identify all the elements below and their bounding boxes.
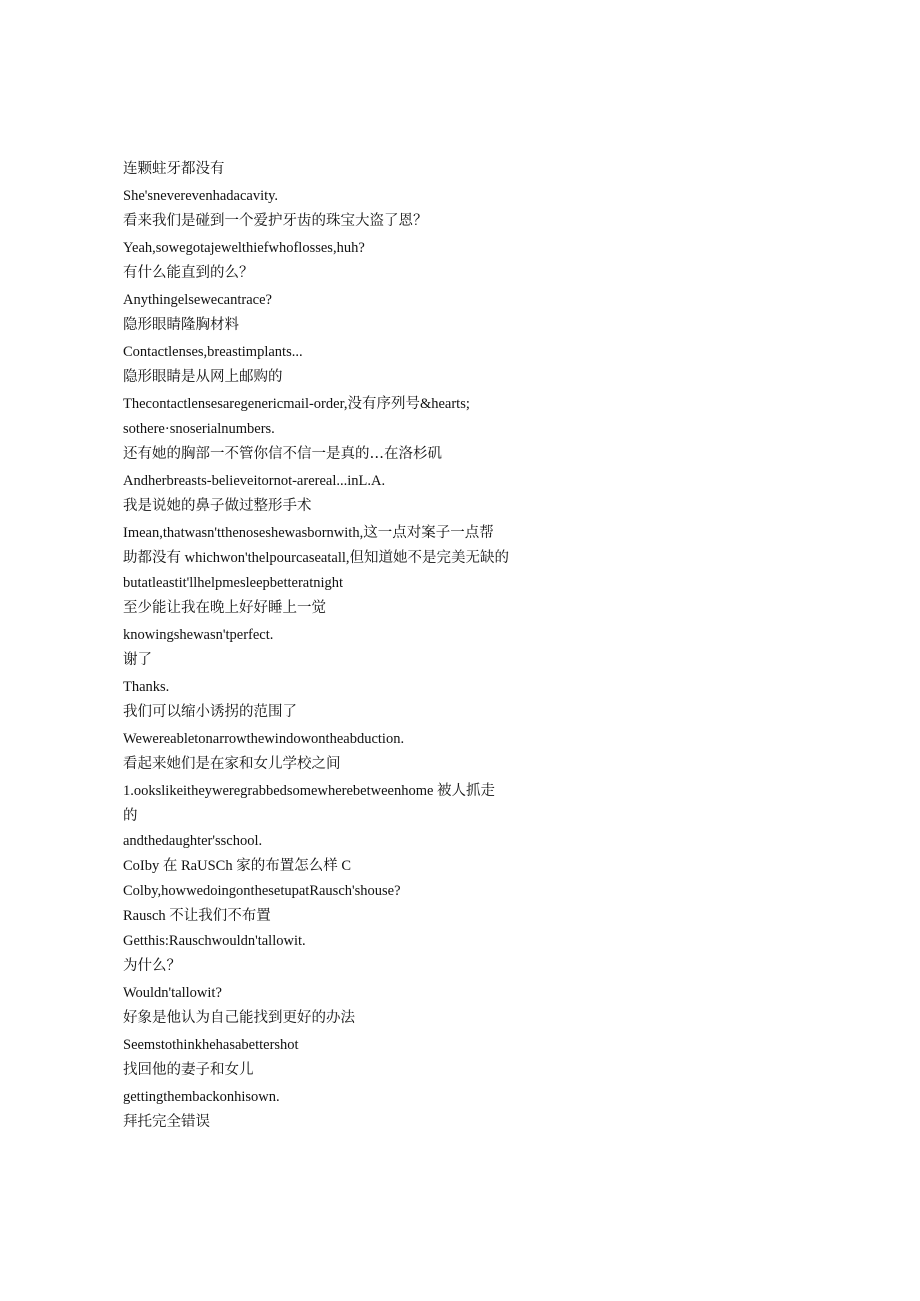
text-line: Getthis:Rauschwouldn'tallowit. xyxy=(123,933,306,949)
text-line: 拜托完全错误 xyxy=(123,1114,210,1130)
text-line: gettingthembackonhisown. xyxy=(123,1089,280,1105)
text-line: Rausch 不让我们不布置 xyxy=(123,908,271,924)
text-line: andthedaughter'sschool. xyxy=(123,833,263,849)
text-line: Imean,thatwasn'tthenoseshewasbornwith,这一点对案子一点帮 xyxy=(123,525,494,541)
text-line: 至少能让我在晚上好好睡上一觉 xyxy=(123,600,326,616)
text-line: 有什么能直到的么？ xyxy=(123,265,254,281)
text-line: Thecontactlensesaregenericmail-order,没有序列号&hearts; xyxy=(123,396,470,412)
text-line: Anythingelsewecantrace? xyxy=(123,292,272,308)
text-line: 找回他的妻子和女儿 xyxy=(123,1062,254,1078)
text-line: 的 xyxy=(123,808,138,824)
text-line: She'sneverevenhadacavity. xyxy=(123,188,279,204)
text-line: Contactlenses,breastimplants... xyxy=(123,344,303,360)
text-line: 1.ookslikeitheyweregrabbedsomewherebetweenhome 被人抓走 xyxy=(123,783,496,799)
text-line: 为什么？ xyxy=(123,958,181,974)
text-line: 还有她的胸部一不管你信不信一是真的…在洛杉矶 xyxy=(123,446,442,462)
text-line: Wouldn'tallowit? xyxy=(123,985,222,1001)
text-line: 看来我们是碰到一个爱护牙齿的珠宝大盗了恩？ xyxy=(123,213,428,229)
text-line: 好象是他认为自己能找到更好的办法 xyxy=(123,1010,355,1026)
text-line: Seemstothinkhehasabettershot xyxy=(123,1037,299,1053)
text-line: 谢了 xyxy=(123,652,152,668)
text-line: sothere·snoserialnumbers. xyxy=(123,421,275,437)
text-line: 助都没有 whichwon'thelpourcaseatall,但知道她不是完美无缺的 xyxy=(123,550,509,566)
text-line: Wewereabletonarrowthewindowontheabduction. xyxy=(123,731,405,747)
text-line: 隐形眼睛是从网上邮购的 xyxy=(123,369,283,385)
text-line: 隐形眼睛隆胸材料 xyxy=(123,317,239,333)
text-line: 我是说她的鼻子做过整形手术 xyxy=(123,498,312,514)
text-line: knowingshewasn'tperfect. xyxy=(123,627,274,643)
text-line: Colby,howwedoingonthesetupatRausch'shouse? xyxy=(123,883,401,899)
text-line: CoIby 在 RaUSCh 家的布置怎么样 C xyxy=(123,858,351,874)
text-line: Andherbreasts-believeitornot-arereal...inL.A. xyxy=(123,473,386,489)
text-line: Thanks. xyxy=(123,679,170,695)
text-line: 连颗蛀牙都没有 xyxy=(123,161,225,177)
text-line: 看起来她们是在家和女儿学校之间 xyxy=(123,756,341,772)
subtitle-text-block xyxy=(123,157,563,1137)
text-line: Yeah,sowegotajewelthiefwhoflosses,huh? xyxy=(123,240,365,256)
text-line: butatleastit'llhelpmesleepbetteratnight xyxy=(123,575,344,591)
text-line: 我们可以缩小诱拐的范围了 xyxy=(123,704,297,720)
